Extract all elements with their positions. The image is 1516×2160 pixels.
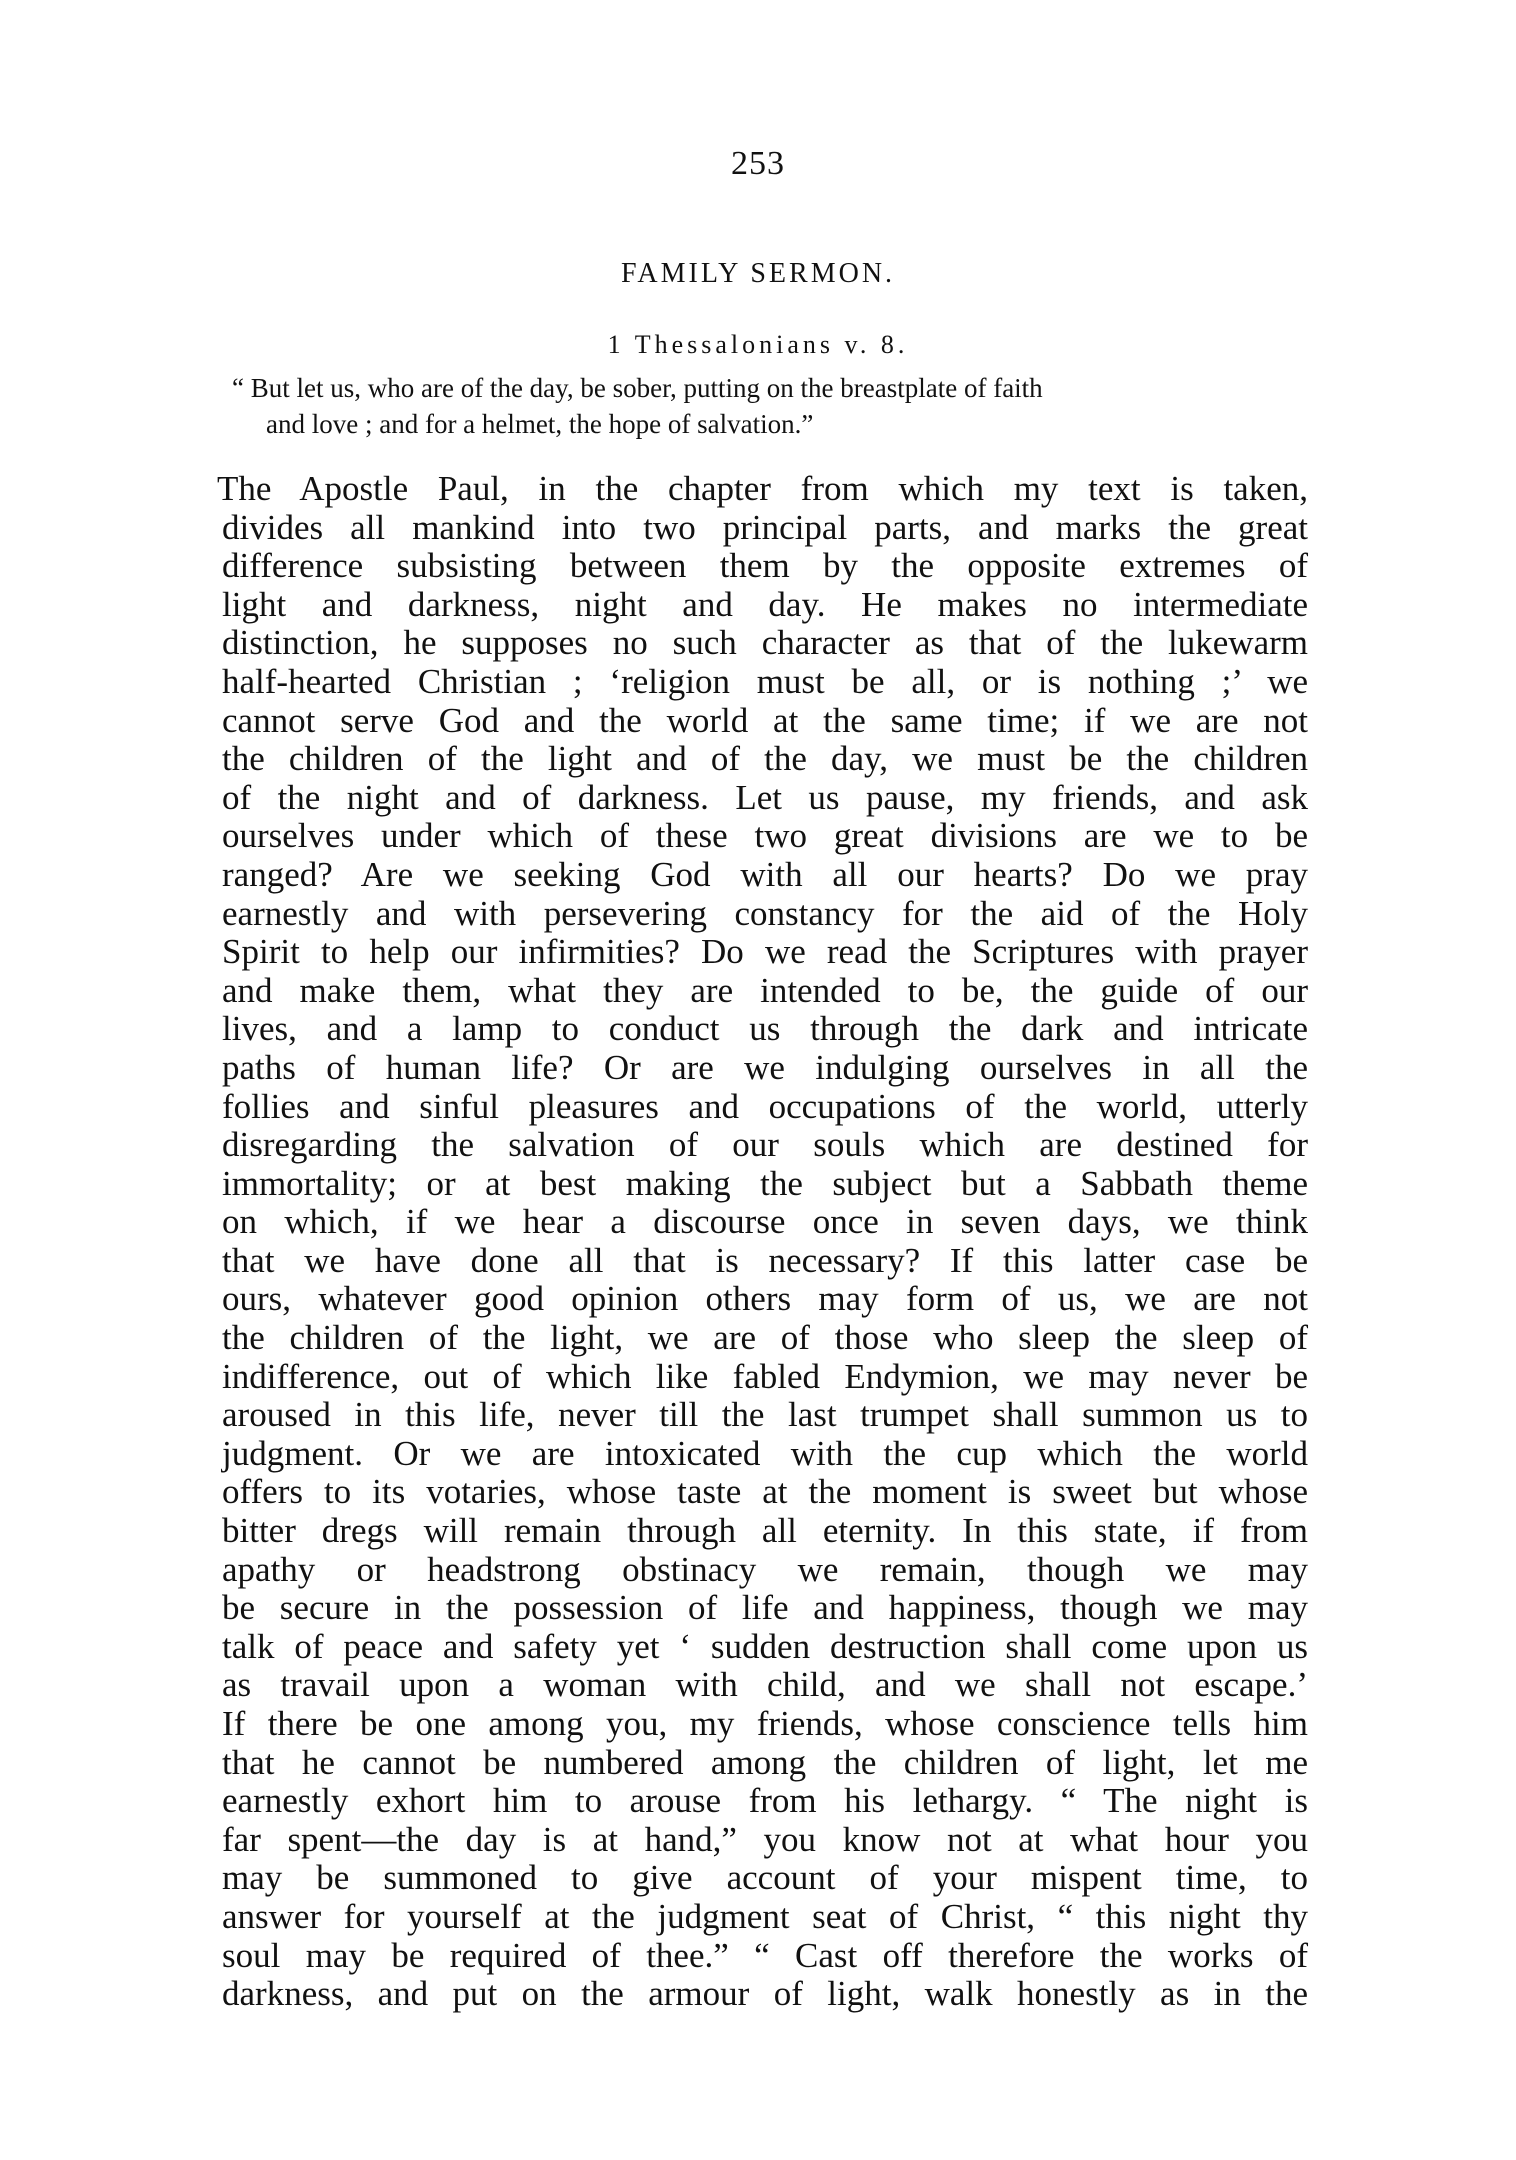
- sermon-body: [217, 469, 1308, 2014]
- body-text-line: that he cannot be numbered among the children of light, let me: [222, 1742, 1308, 1782]
- body-text-line: soul may be required of thee.” “ Cast off therefore the works of: [222, 1935, 1308, 1975]
- body-text-line: far spent—the day is at hand,” you know not at what hour you: [222, 1819, 1308, 1859]
- body-text-line: difference subsisting between them by the opposite extremes of: [222, 546, 1308, 586]
- body-text-line: The Apostle Paul, in the chapter from which my text is taken,: [217, 469, 1308, 508]
- epigraph-line: and love ; and for a helmet, the hope of salvation.”: [266, 409, 814, 439]
- body-text-line: immortality; or at best making the subject but a Sabbath theme: [222, 1163, 1308, 1203]
- body-text-line: cannot serve God and the world at the same time; if we are not: [222, 700, 1308, 740]
- page-number: 253: [731, 145, 785, 182]
- body-text-line: on which, if we hear a discourse once in seven days, we think: [222, 1202, 1308, 1242]
- body-text-line: answer for yourself at the judgment seat of Christ, “ this night thy: [222, 1896, 1308, 1936]
- body-text-line: ranged? Are we seeking God with all our hearts? Do we pray: [222, 854, 1308, 894]
- body-text-line: Spirit to help our infirmities? Do we read the Scriptures with prayer: [222, 932, 1308, 972]
- body-text-line: ourselves under which of these two great divisions are we to be: [222, 816, 1308, 856]
- body-text-line: If there be one among you, my friends, whose conscience tells him: [222, 1704, 1308, 1743]
- body-text-line: be secure in the possession of life and happiness, though we may: [222, 1588, 1308, 1628]
- body-text-line: the children of the light, we are of those who sleep the sleep of: [222, 1318, 1308, 1358]
- body-text-line: ours, whatever good opinion others may form of us, we are not: [222, 1279, 1308, 1319]
- body-text-line: offers to its votaries, whose taste at the moment is sweet but whose: [222, 1472, 1308, 1512]
- body-text-line: follies and sinful pleasures and occupations of the world, utterly: [222, 1086, 1308, 1126]
- body-text-line: distinction, he supposes no such character as that of the lukewarm: [222, 623, 1308, 663]
- body-text-line: may be summoned to give account of your mispent time, to: [222, 1858, 1308, 1898]
- body-text-line: of the night and of darkness. Let us pause, my friends, and ask: [222, 777, 1308, 817]
- body-text-line: paths of human life? Or are we indulging ourselves in all the: [222, 1047, 1308, 1087]
- epigraph-line: “ But let us, who are of the day, be sober, putting on the breastplate of faith: [232, 373, 1043, 403]
- body-text-line: judgment. Or we are intoxicated with the cup which the world: [222, 1433, 1308, 1473]
- body-text-line: light and darkness, night and day. He makes no intermediate: [222, 584, 1308, 624]
- body-text-line: earnestly and with persevering constancy for the aid of the Holy: [222, 893, 1308, 933]
- body-text-line: bitter dregs will remain through all eternity. In this state, if from: [222, 1511, 1308, 1551]
- body-text-line: darkness, and put on the armour of light, walk honestly as in the: [222, 1974, 1308, 2014]
- scripture-reference: 1 Thessalonians v. 8.: [607, 330, 909, 359]
- body-text-line: and make them, what they are intended to be, the guide of our: [222, 970, 1308, 1010]
- body-text-line: earnestly exhort him to arouse from his lethargy. “ The night is: [222, 1781, 1308, 1821]
- body-text-line: aroused in this life, never till the last trumpet shall summon us to: [222, 1395, 1308, 1435]
- body-text-line: apathy or headstrong obstinacy we remain, though we may: [222, 1549, 1308, 1589]
- body-text-line: divides all mankind into two principal parts, and marks the great: [222, 507, 1308, 547]
- epigraph-quote: [232, 370, 1322, 442]
- body-text-line: half-hearted Christian ; ‘religion must be all, or is nothing ;’ we: [222, 661, 1308, 701]
- body-text-line: that we have done all that is necessary? If this latter case be: [222, 1240, 1308, 1280]
- body-text-line: the children of the light and of the day, we must be the children: [222, 739, 1308, 779]
- body-text-line: talk of peace and safety yet ‘ sudden destruction shall come upon us: [222, 1626, 1308, 1666]
- body-text-line: disregarding the salvation of our souls which are destined for: [222, 1125, 1308, 1165]
- body-text-line: lives, and a lamp to conduct us through the dark and intricate: [222, 1009, 1308, 1049]
- sermon-title: FAMILY SERMON.: [620, 258, 896, 289]
- body-text-line: indifference, out of which like fabled Endymion, we may never be: [222, 1356, 1308, 1396]
- body-text-line: as travail upon a woman with child, and we shall not escape.’: [222, 1665, 1308, 1705]
